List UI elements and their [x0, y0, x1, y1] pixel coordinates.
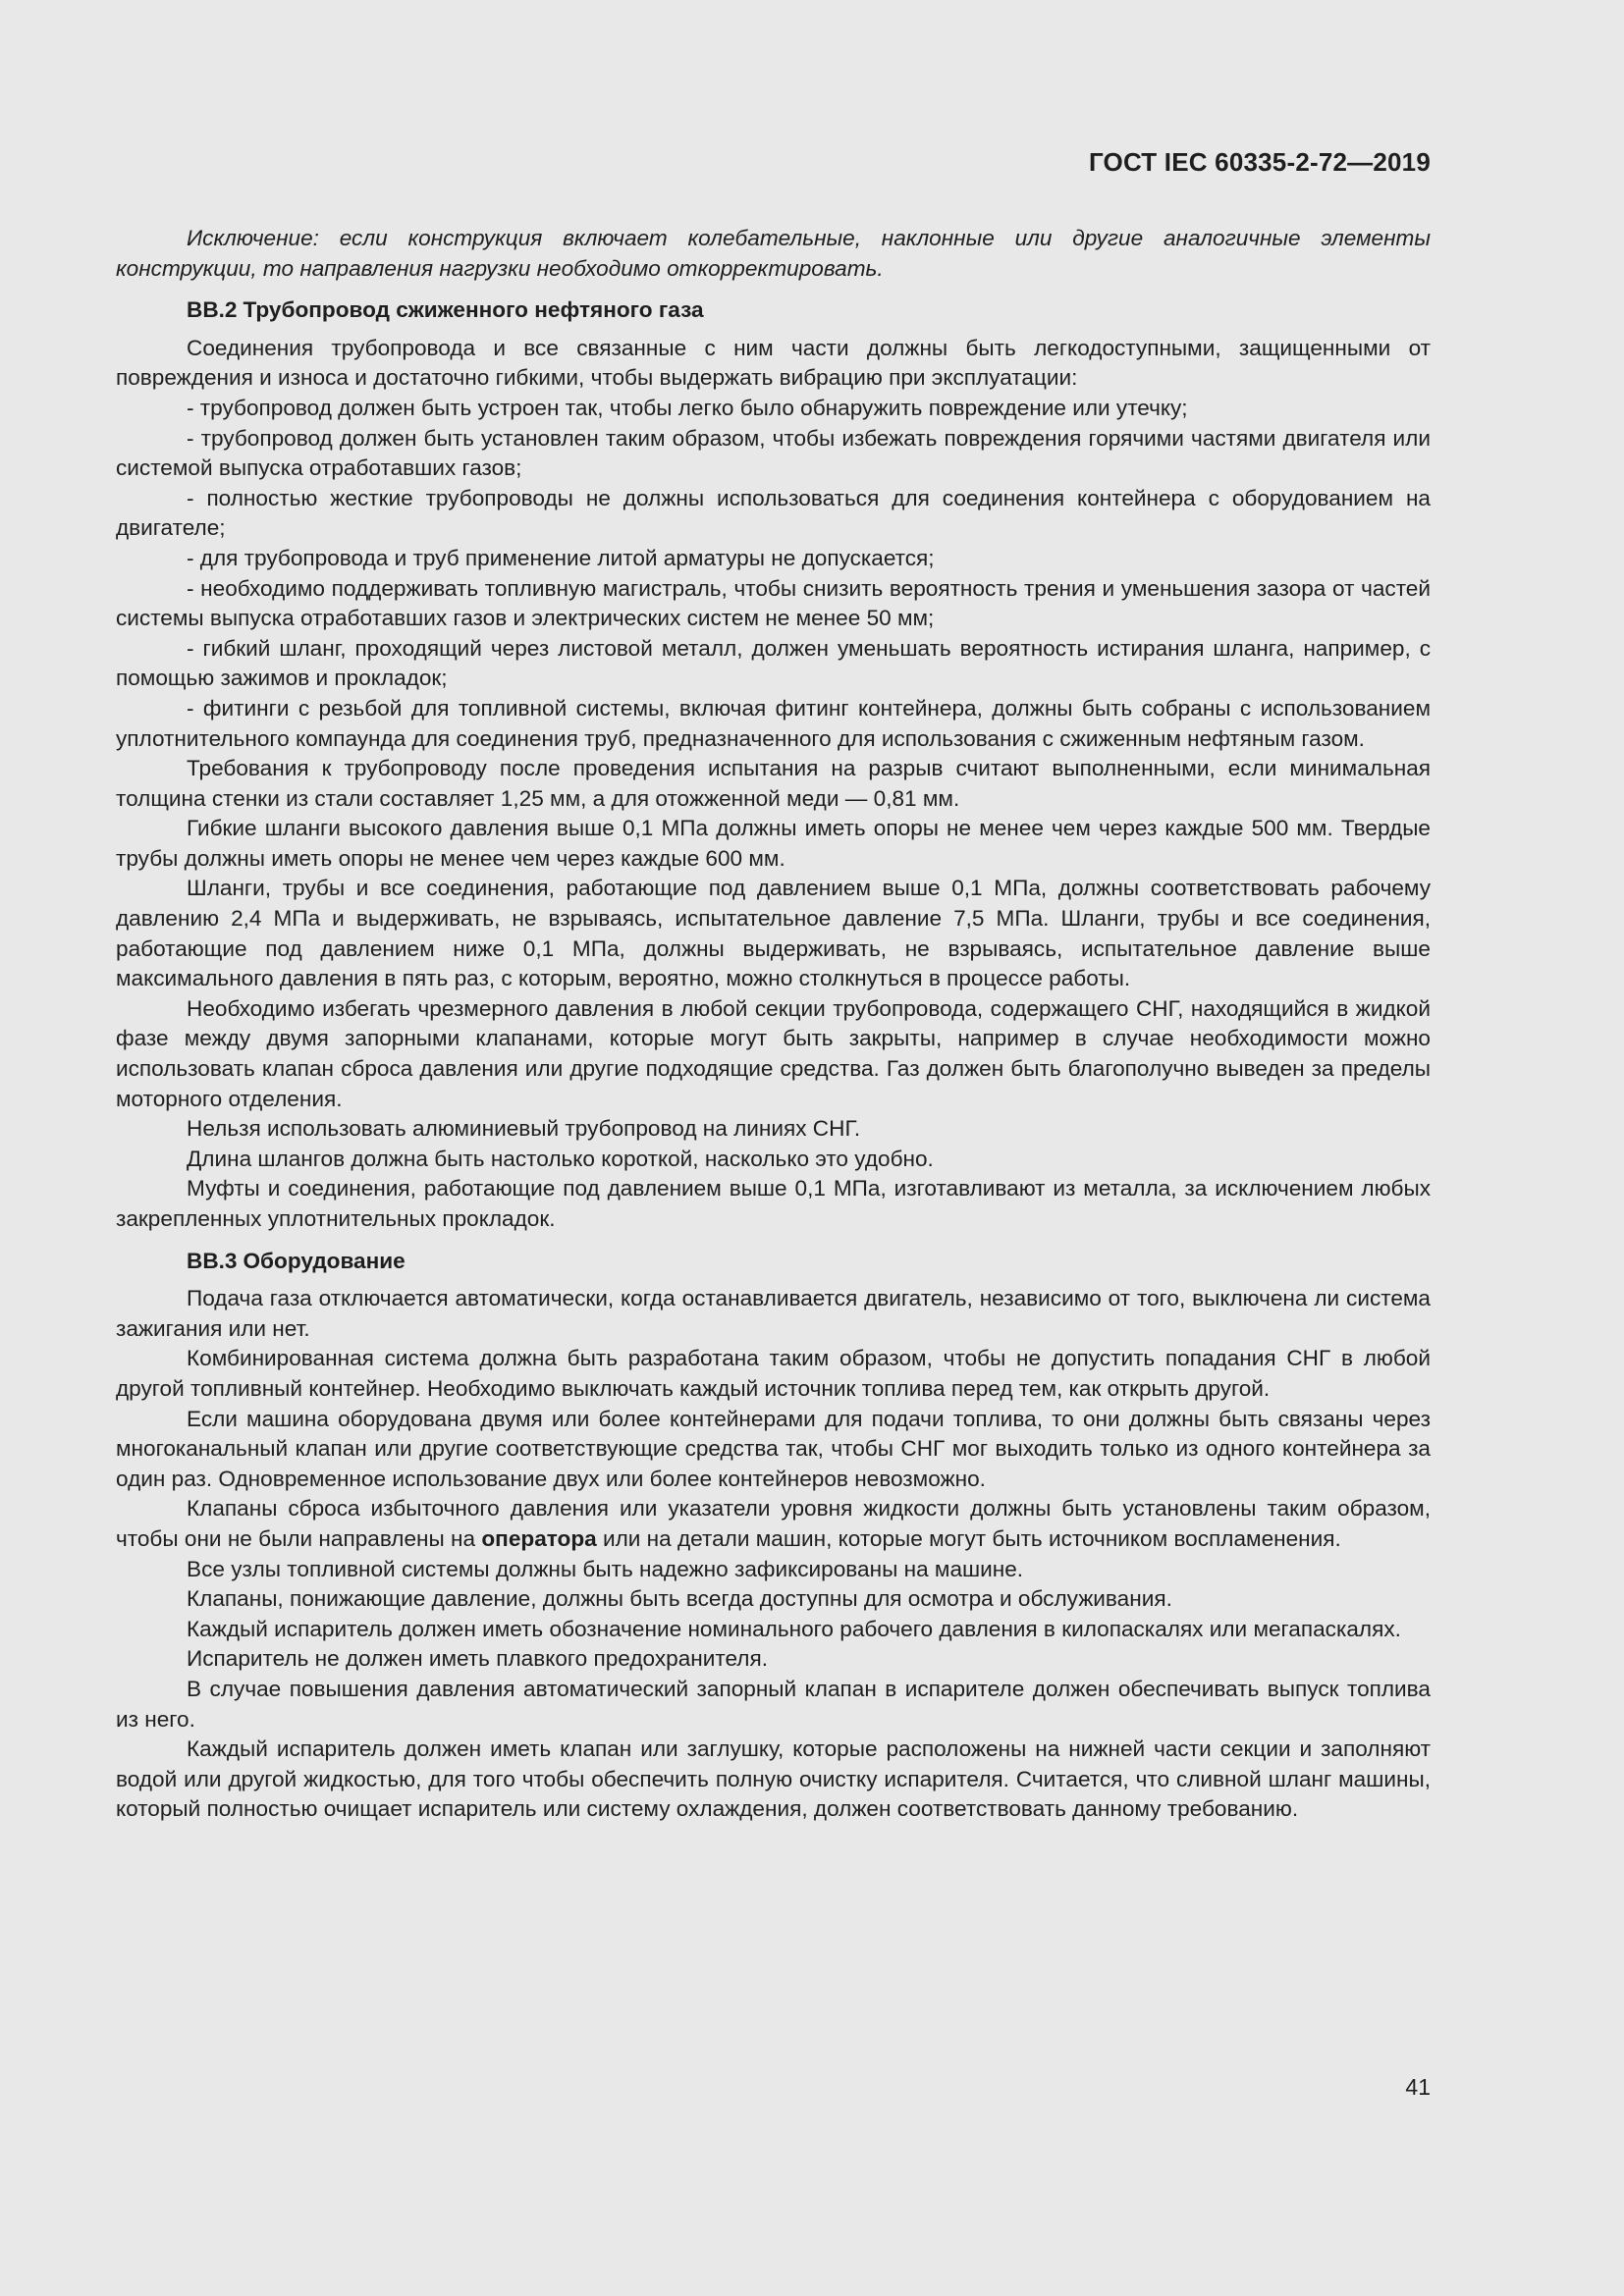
paragraph: Клапаны, понижающие давление, должны быть всегда доступны для осмотра и обслуживания.: [187, 1586, 1172, 1612]
list-item: - для трубопровода и труб применение литой арматуры не допускается;: [187, 545, 935, 570]
list-item: - фитинги с резьбой для топливной системы, включая фитинг контейнера, должны быть собраны с использованием уплотнительного компаунда для соединения труб, предназначенного для использования с сжиженным нефтяным газом.: [116, 695, 1431, 751]
paragraph: Требования к трубопроводу после проведения испытания на разрыв считают выполненными, если минимальная толщина стенки из стали составляет 1,25 мм, а для отожженной меди — 0,81 мм.: [116, 756, 1431, 811]
paragraph: В случае повышения давления автоматический запорный клапан в испарителе должен обеспечивать выпуск топлива из него.: [116, 1676, 1431, 1732]
paragraph: Каждый испаритель должен иметь обозначение номинального рабочего давления в килопаскалях или мегапаскалях.: [187, 1616, 1401, 1641]
page-body: [116, 224, 1431, 1825]
list-item: - гибкий шланг, проходящий через листовой металл, должен уменьшать вероятность истирания шланга, например, с помощью зажимов и прокладок;: [116, 635, 1431, 691]
paragraph-operator: [116, 1494, 1431, 1554]
page-number: 41: [1405, 2074, 1431, 2100]
list-item: - трубопровод должен быть устроен так, чтобы легко было обнаружить повреждение или утечку;: [187, 395, 1188, 420]
section-title: Оборудование: [243, 1248, 406, 1273]
section-title: Трубопровод сжиженного нефтяного газа: [243, 297, 704, 323]
paragraph: Если машина оборудована двумя или более контейнерами для подачи топлива, то они должны быть связаны через многоканальный клапан или другие соответствующие средства так, чтобы СНГ мог выходить только из одного контейнера за один раз. Одновременное использование двух или более контейнеров невозможно.: [116, 1406, 1431, 1491]
section-number: ВВ.2: [187, 297, 238, 323]
bold-term: оператора: [481, 1525, 597, 1551]
paragraph: Муфты и соединения, работающие под давлением выше 0,1 МПа, изготавливают из металла, за исключением любых закрепленных уплотнительных прокладок.: [116, 1176, 1431, 1231]
list-item: - трубопровод должен быть установлен таким образом, чтобы избежать повреждения горячими частями двигателя или системой выпуска отработавших газов;: [116, 425, 1431, 481]
paragraph: Подача газа отключается автоматически, когда останавливается двигатель, независимо от того, выключена ли система зажигания или нет.: [116, 1286, 1431, 1341]
standard-header: ГОСТ IEC 60335-2-72—2019: [1088, 147, 1431, 177]
list-item: - необходимо поддерживать топливную магистраль, чтобы снизить вероятность трения и уменьшения зазора от частей системы выпуска отработавших газов и электрических систем не менее 50 мм;: [116, 575, 1431, 631]
paragraph: Необходимо избегать чрезмерного давления в любой секции трубопровода, содержащего СНГ, находящийся в жидкой фазе между двумя запорными клапанами, которые могут быть закрыты, например в случае необходимости можно использовать клапан сброса давления или другие подходящие средства. Газ должен быть благополучно выведен за пределы моторного отделения.: [116, 995, 1431, 1111]
paragraph: Длина шлангов должна быть настолько короткой, насколько это удобно.: [187, 1146, 934, 1171]
text-run: или на детали машин, которые могут быть источником воспламенения.: [596, 1525, 1341, 1551]
paragraph: Нельзя использовать алюминиевый трубопровод на линиях СНГ.: [187, 1116, 861, 1142]
text-run: Клапаны сброса избыточного давления или указатели уровня жидкости должны быть установлены таким образом, чтобы они не были направлены на: [116, 1496, 1431, 1551]
paragraph: Шланги, трубы и все соединения, работающие под давлением выше 0,1 МПа, должны соответствовать рабочему давлению 2,4 МПа и выдерживать, не взрываясь, испытательное давление 7,5 МПа. Шланги, трубы и все соединения, работающие под давлением ниже 0,1 МПа, должны выдерживать, не взрываясь, испытательное давление выше максимального давления в пять раз, с которым, вероятно, можно столкнуться в процессе работы.: [116, 876, 1431, 991]
paragraph: Все узлы топливной системы должны быть надежно зафиксированы на машине.: [187, 1556, 1024, 1581]
paragraph: Каждый испаритель должен иметь клапан или заглушку, которые расположены на нижней части секции и заполняют водой или другой жидкостью, для того чтобы обеспечить полную очистку испарителя. Считается, что сливной шланг машины, который полностью очищает испаритель или систему охлаждения, должен соответствовать данному требованию.: [116, 1736, 1431, 1822]
exception-note: Исключение: если конструкция включает колебательные, наклонные или другие аналогичные элементы конструкции, то направления нагрузки необходимо откорректировать.: [116, 226, 1431, 281]
section-heading-bb2: [116, 295, 1431, 326]
paragraph: Испаритель не должен иметь плавкого предохранителя.: [187, 1646, 768, 1672]
paragraph: Гибкие шланги высокого давления выше 0,1 МПа должны иметь опоры не менее чем через каждые 500 мм. Твердые трубы должны иметь опоры не менее чем через каждые 600 мм.: [116, 816, 1431, 871]
section-heading-bb3: [116, 1247, 1431, 1277]
section-number: ВВ.3: [187, 1248, 238, 1273]
list-item: - полностью жесткие трубопроводы не должны использоваться для соединения контейнера с оборудованием на двигателе;: [116, 485, 1431, 541]
paragraph: Соединения трубопровода и все связанные с ним части должны быть легкодоступными, защищенными от повреждения и износа и достаточно гибкими, чтобы выдержать вибрацию при эксплуатации:: [116, 335, 1431, 391]
paragraph: Комбинированная система должна быть разработана таким образом, чтобы не допустить попадания СНГ в любой другой топливный контейнер. Необходимо выключать каждый источник топлива перед тем, как открыть другой.: [116, 1346, 1431, 1401]
